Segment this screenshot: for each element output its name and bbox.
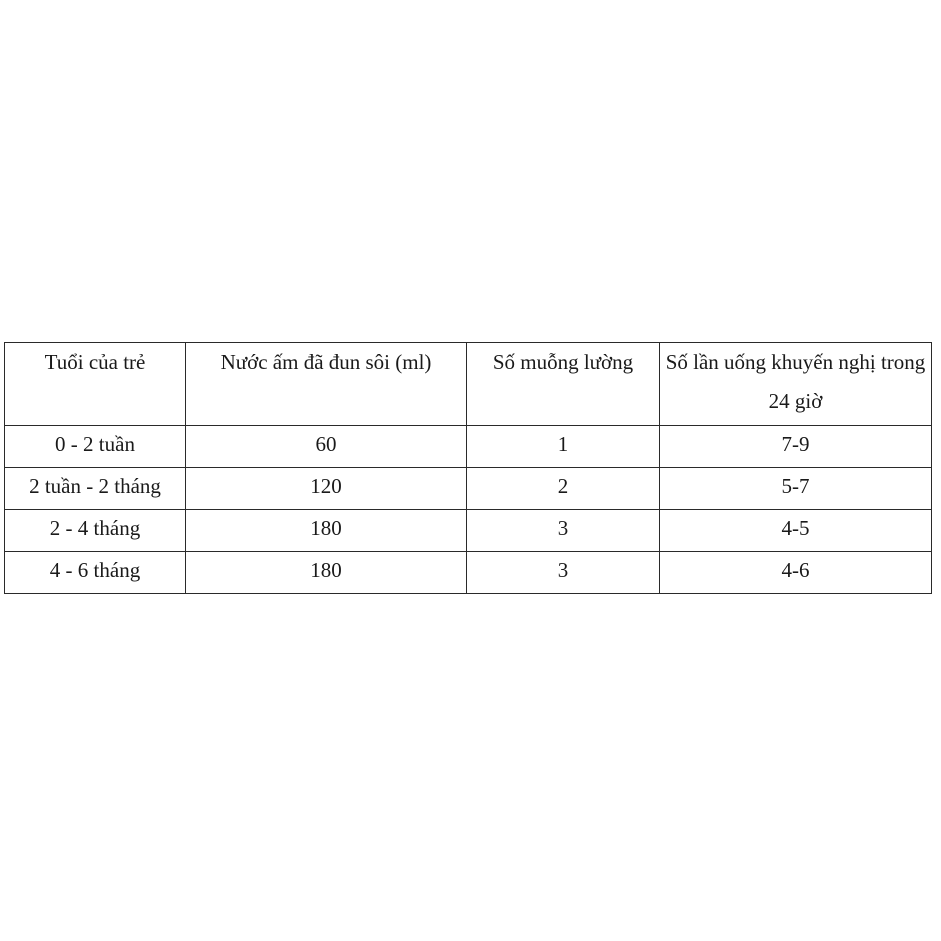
header-boiled-water: Nước ấm đã đun sôi (ml) [186, 343, 467, 426]
table-row [5, 552, 932, 594]
cell-feedings: 5-7 [660, 468, 932, 510]
cell-scoops: 1 [467, 426, 660, 468]
cell-scoops: 3 [467, 552, 660, 594]
table-row [5, 426, 932, 468]
cell-scoops: 2 [467, 468, 660, 510]
table-row [5, 510, 932, 552]
feeding-table [4, 342, 932, 594]
cell-age: 2 - 4 tháng [5, 510, 186, 552]
cell-water: 180 [186, 552, 467, 594]
header-scoops: Số muỗng lường [467, 343, 660, 426]
feeding-table-container [4, 342, 932, 594]
cell-feedings: 4-6 [660, 552, 932, 594]
cell-age: 4 - 6 tháng [5, 552, 186, 594]
cell-water: 120 [186, 468, 467, 510]
cell-water: 60 [186, 426, 467, 468]
table-header-row [5, 343, 932, 426]
cell-scoops: 3 [467, 510, 660, 552]
cell-age: 2 tuần - 2 tháng [5, 468, 186, 510]
header-feedings-per-day: Số lần uống khuyến nghị trong 24 giờ [660, 343, 932, 426]
header-child-age: Tuổi của trẻ [5, 343, 186, 426]
cell-water: 180 [186, 510, 467, 552]
cell-age: 0 - 2 tuần [5, 426, 186, 468]
table-row [5, 468, 932, 510]
cell-feedings: 4-5 [660, 510, 932, 552]
cell-feedings: 7-9 [660, 426, 932, 468]
